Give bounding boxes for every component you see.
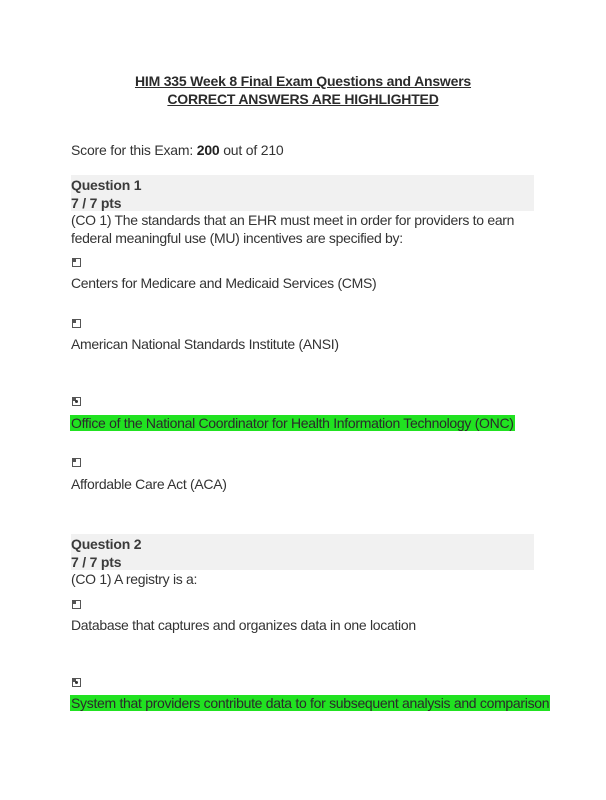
document-subtitle: CORRECT ANSWERS ARE HIGHLIGHTED	[167, 91, 439, 107]
score-suffix: out of 210	[223, 142, 284, 158]
question-1-option-4-label: Affordable Care Act (ACA)	[71, 476, 227, 492]
question-1-header	[71, 175, 534, 211]
score-label: Score for this Exam:	[71, 142, 194, 158]
question-1-option-2-radio[interactable]	[72, 319, 81, 328]
document-title: HIM 335 Week 8 Final Exam Questions and Answers	[134, 73, 472, 89]
question-1-points: 7 / 7 pts	[71, 195, 122, 211]
question-1-correct-answer: Office of the National Coordinator for Health Information Technology (ONC)	[71, 415, 514, 431]
question-2-correct-answer: System that providers contribute data to for subsequent analysis and comparison	[71, 695, 550, 711]
question-2-points: 7 / 7 pts	[71, 554, 122, 570]
question-2-option-1-radio[interactable]	[72, 600, 81, 609]
question-1-option-2-label: American National Standards Institute (ANSI)	[71, 336, 339, 352]
question-2-header	[71, 534, 534, 570]
question-2-option-2-radio[interactable]	[72, 678, 81, 687]
question-1-option-1-radio[interactable]	[72, 258, 81, 267]
question-1-title: Question 1	[71, 177, 142, 193]
question-2-option-1-label: Database that captures and organizes data in one location	[71, 617, 416, 633]
question-2-text: (CO 1) A registry is a:	[71, 571, 198, 587]
question-1-option-4-radio[interactable]	[72, 458, 81, 467]
score-value: 200	[196, 142, 220, 158]
question-1-option-1-label: Centers for Medicare and Medicaid Services (CMS)	[71, 275, 377, 291]
question-1-option-3-radio[interactable]	[72, 397, 81, 406]
exam-score	[71, 142, 284, 158]
question-2-title: Question 2	[71, 536, 142, 552]
question-1-text: (CO 1) The standards that an EHR must meet in order for providers to earn federal meaningful use (MU) incentives are specified by:	[71, 212, 515, 246]
